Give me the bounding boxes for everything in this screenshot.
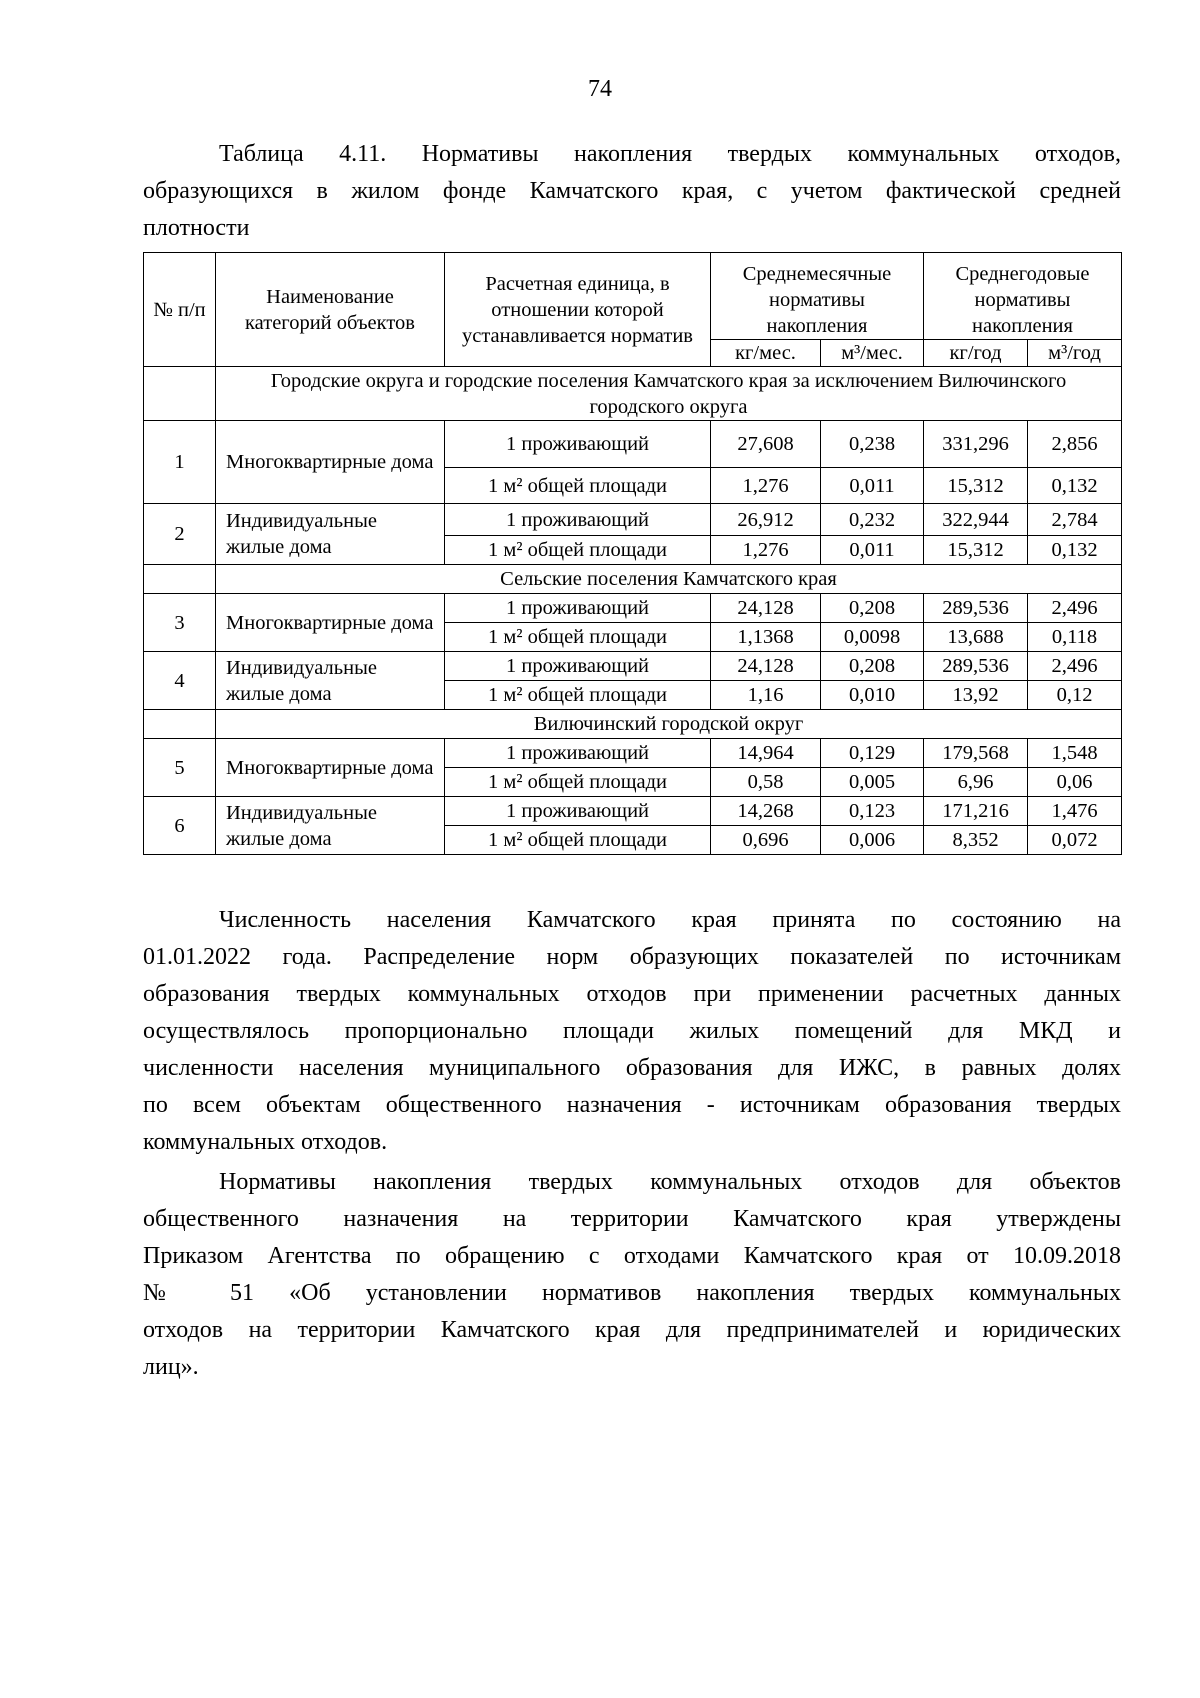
paragraph-line: по всем объектам общественного назначения - источникам образования твердых (143, 1092, 1121, 1118)
paragraph-line: численности населения муниципального образования для ИЖС, в равных долях (143, 1055, 1121, 1081)
row-unit: 1 проживающий (445, 504, 711, 536)
value-kg-year: 179,568 (924, 739, 1028, 768)
value-kg-year: 13,688 (924, 623, 1028, 652)
paragraph-line: отходов на территории Камчатского края для предпринимателей и юридических (143, 1317, 1121, 1343)
caption-line: Таблица 4.11. Нормативы накопления твердых коммунальных отходов, (219, 141, 1121, 167)
value-m3-month: 0,123 (821, 797, 924, 826)
value-m3-year: 0,06 (1028, 768, 1122, 797)
section-row (144, 565, 1122, 594)
paragraph-line: Численность населения Камчатского края принята по состоянию на (219, 907, 1121, 933)
value-m3-year: 1,548 (1028, 739, 1122, 768)
paragraph-public-objects (143, 1164, 1121, 1386)
value-kg-year: 331,296 (924, 421, 1028, 468)
page-number: 74 (588, 76, 612, 102)
value-kg-year: 8,352 (924, 826, 1028, 855)
value-m3-month: 0,006 (821, 826, 924, 855)
row-name: Многоквартирные дома (216, 739, 445, 797)
table-row (144, 504, 1122, 536)
section-row (144, 367, 1122, 421)
header-monthly: Среднемесячные нормативы накопления (711, 253, 924, 340)
value-kg-year: 289,536 (924, 594, 1028, 623)
value-m3-month: 0,232 (821, 504, 924, 536)
value-kg-year: 15,312 (924, 536, 1028, 565)
paragraph-line: Приказом Агентства по обращению с отходами Камчатского края от 10.09.2018 (143, 1243, 1121, 1269)
caption-line: образующихся в жилом фонде Камчатского края, с учетом фактической средней (143, 178, 1121, 204)
value-m3-month: 0,005 (821, 768, 924, 797)
value-m3-year: 0,132 (1028, 536, 1122, 565)
section-row (144, 710, 1122, 739)
value-kg-month: 1,276 (711, 536, 821, 565)
row-num: 3 (144, 594, 216, 652)
row-num: 2 (144, 504, 216, 565)
value-kg-year: 6,96 (924, 768, 1028, 797)
row-unit: 1 м² общей площади (445, 768, 711, 797)
value-m3-year: 2,784 (1028, 504, 1122, 536)
section-title: Вилючинский городской округ (216, 710, 1122, 739)
paragraph-line: 01.01.2022 года. Распределение норм образующих показателей по источникам (143, 944, 1121, 970)
row-name: Многоквартирные дома (216, 421, 445, 504)
paragraph-line: общественного назначения на территории Камчатского края утверждены (143, 1206, 1121, 1232)
value-kg-month: 1,1368 (711, 623, 821, 652)
table-row (144, 797, 1122, 826)
value-kg-month: 24,128 (711, 594, 821, 623)
value-m3-month: 0,011 (821, 536, 924, 565)
value-kg-month: 14,268 (711, 797, 821, 826)
header-m3-year: м³/год (1028, 340, 1122, 367)
row-name: Индивидуальные жилые дома (216, 504, 445, 565)
value-m3-month: 0,010 (821, 681, 924, 710)
value-m3-year: 2,496 (1028, 652, 1122, 681)
row-unit: 1 проживающий (445, 652, 711, 681)
value-m3-month: 0,208 (821, 594, 924, 623)
row-num: 4 (144, 652, 216, 710)
header-num: № п/п (144, 253, 216, 367)
paragraph-line: лиц». (143, 1354, 199, 1380)
row-unit: 1 м² общей площади (445, 826, 711, 855)
row-num: 1 (144, 421, 216, 504)
row-unit: 1 м² общей площади (445, 623, 711, 652)
value-m3-year: 0,072 (1028, 826, 1122, 855)
header-yearly: Среднегодовые нормативы накопления (924, 253, 1122, 340)
value-kg-year: 15,312 (924, 468, 1028, 504)
paragraph-line: коммунальных отходов. (143, 1129, 388, 1155)
table-row (144, 594, 1122, 623)
table-header-row (144, 253, 1122, 340)
header-m3-month: м³/мес. (821, 340, 924, 367)
table-row (144, 652, 1122, 681)
header-name: Наименование категорий объектов (216, 253, 445, 367)
value-kg-month: 14,964 (711, 739, 821, 768)
row-unit: 1 проживающий (445, 739, 711, 768)
section-title: Сельские поселения Камчатского края (216, 565, 1122, 594)
paragraph-line: № 51 «Об установлении нормативов накопления твердых коммунальных (143, 1280, 1121, 1306)
header-kg-month: кг/мес. (711, 340, 821, 367)
section-title: Городские округа и городские поселения Камчатского края за исключением Вилючинского городского округа (216, 367, 1122, 421)
value-kg-month: 24,128 (711, 652, 821, 681)
value-m3-year: 1,476 (1028, 797, 1122, 826)
paragraph-line: осуществлялось пропорционально площади жилых помещений для МКД и (143, 1018, 1121, 1044)
value-kg-month: 1,276 (711, 468, 821, 504)
value-kg-year: 13,92 (924, 681, 1028, 710)
value-m3-year: 2,496 (1028, 594, 1122, 623)
value-m3-month: 0,0098 (821, 623, 924, 652)
value-kg-month: 0,696 (711, 826, 821, 855)
norms-table (143, 252, 1122, 855)
row-num: 5 (144, 739, 216, 797)
row-unit: 1 м² общей площади (445, 536, 711, 565)
table-row (144, 421, 1122, 468)
caption-line: плотности (143, 215, 250, 241)
table-caption (143, 136, 1121, 247)
row-unit: 1 м² общей площади (445, 681, 711, 710)
value-m3-month: 0,129 (821, 739, 924, 768)
value-m3-year: 2,856 (1028, 421, 1122, 468)
value-m3-month: 0,208 (821, 652, 924, 681)
row-unit: 1 проживающий (445, 421, 711, 468)
value-kg-year: 322,944 (924, 504, 1028, 536)
value-m3-year: 0,132 (1028, 468, 1122, 504)
value-m3-year: 0,12 (1028, 681, 1122, 710)
row-num: 6 (144, 797, 216, 855)
value-kg-month: 0,58 (711, 768, 821, 797)
value-kg-year: 171,216 (924, 797, 1028, 826)
row-name: Индивидуальные жилые дома (216, 797, 445, 855)
value-kg-month: 27,608 (711, 421, 821, 468)
value-kg-year: 289,536 (924, 652, 1028, 681)
row-name: Индивидуальные жилые дома (216, 652, 445, 710)
paragraph-line: образования твердых коммунальных отходов при применении расчетных данных (143, 981, 1121, 1007)
paragraph-population (143, 902, 1121, 1161)
row-unit: 1 проживающий (445, 797, 711, 826)
row-unit: 1 м² общей площади (445, 468, 711, 504)
row-unit: 1 проживающий (445, 594, 711, 623)
value-kg-month: 26,912 (711, 504, 821, 536)
paragraph-line: Нормативы накопления твердых коммунальных отходов для объектов (219, 1169, 1121, 1195)
header-unit: Расчетная единица, в отношении которой устанавливается норматив (445, 253, 711, 367)
header-kg-year: кг/год (924, 340, 1028, 367)
row-name: Многоквартирные дома (216, 594, 445, 652)
value-m3-month: 0,011 (821, 468, 924, 504)
value-m3-month: 0,238 (821, 421, 924, 468)
value-m3-year: 0,118 (1028, 623, 1122, 652)
value-kg-month: 1,16 (711, 681, 821, 710)
table-row (144, 739, 1122, 768)
